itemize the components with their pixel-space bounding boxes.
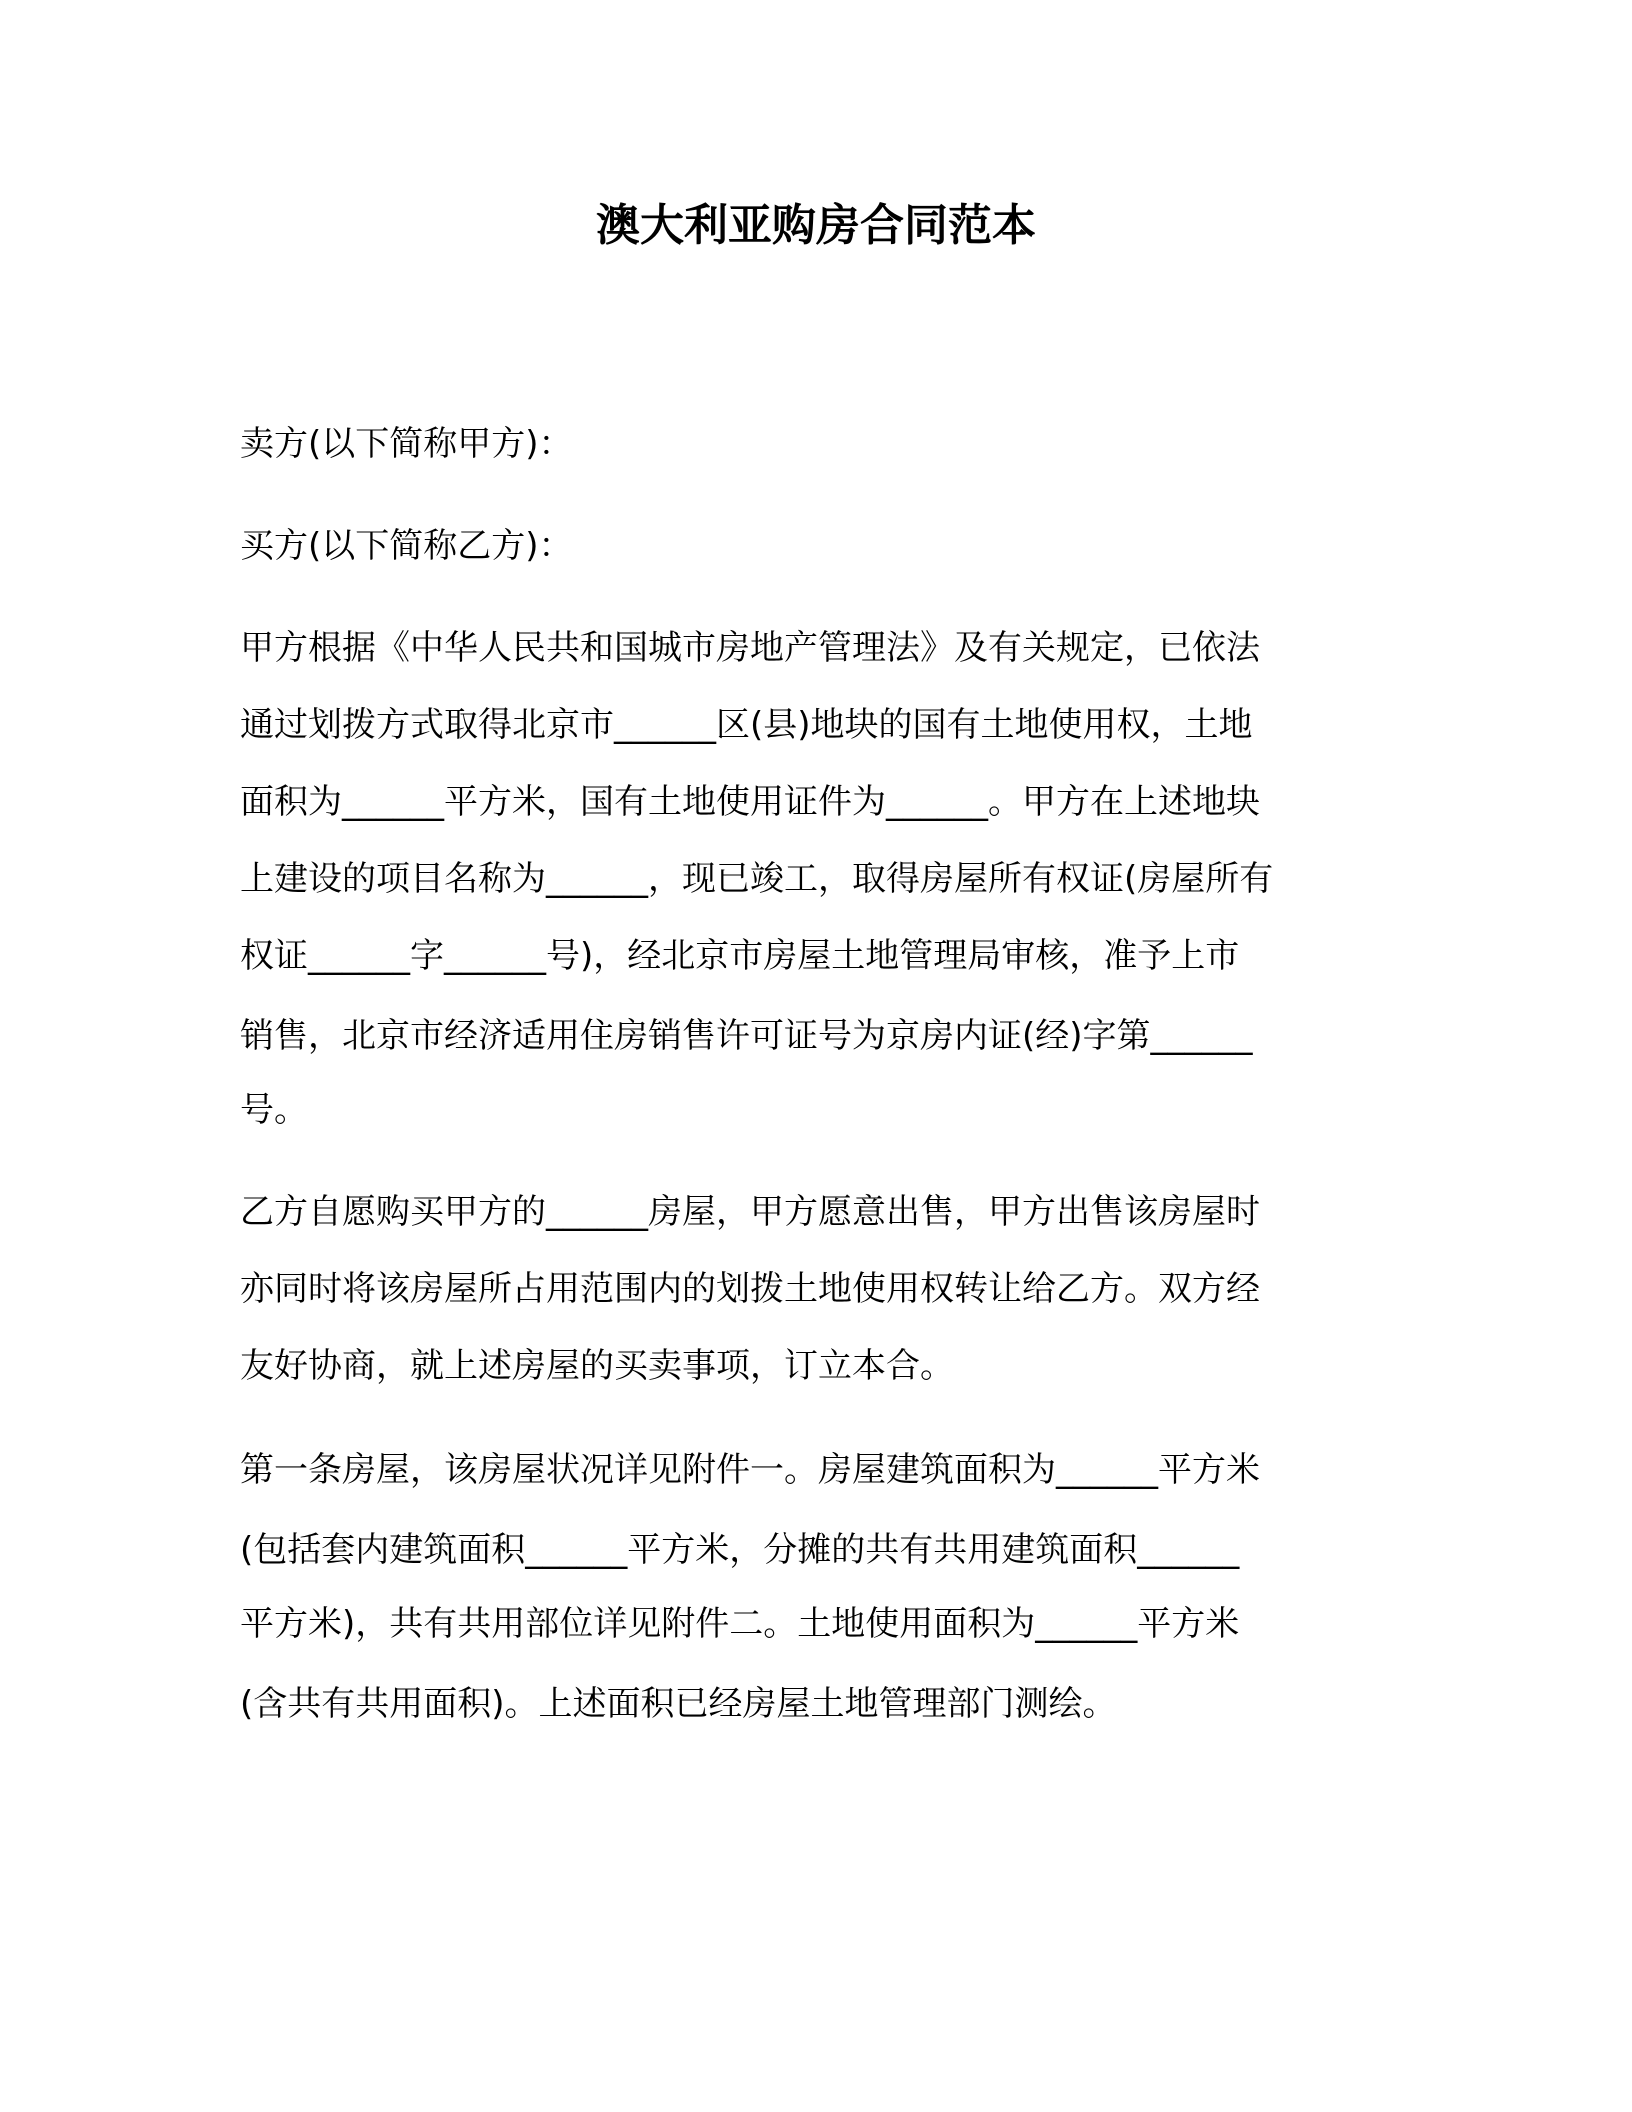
paragraph-line: (包括套内建筑面积______平方米，分摊的共有共用建筑面积______ bbox=[240, 1530, 1240, 1570]
paragraph-line: 面积为______平方米，国有土地使用证件为______。甲方在上述地块 bbox=[240, 782, 1260, 822]
paragraph-line: 平方米)，共有共用部位详见附件二。土地使用面积为______平方米 bbox=[240, 1604, 1240, 1644]
seller-line: 卖方(以下简称甲方)： bbox=[240, 424, 573, 464]
paragraph-article-one bbox=[240, 1450, 1400, 1724]
paragraph-line: 通过划拨方式取得北京市______区(县)地块的国有土地使用权，土地 bbox=[240, 705, 1253, 745]
paragraph-line: 上建设的项目名称为______，现已竣工，取得房屋所有权证(房屋所有 bbox=[240, 859, 1274, 899]
document-title: 澳大利亚购房合同范本 bbox=[596, 200, 1036, 251]
paragraph-line: 友好协商，就上述房屋的买卖事项，订立本合。 bbox=[240, 1346, 954, 1386]
paragraph-line: (含共有共用面积)。上述面积已经房屋土地管理部门测绘。 bbox=[240, 1684, 1117, 1724]
paragraph-line: 权证______字______号)，经北京市房屋土地管理局审核，准予上市 bbox=[240, 936, 1240, 976]
paragraph-land-use bbox=[240, 628, 1400, 1130]
paragraph-line: 甲方根据《中华人民共和国城市房地产管理法》及有关规定，已依法 bbox=[240, 628, 1260, 668]
paragraph-line: 第一条房屋，该房屋状况详见附件一。房屋建筑面积为______平方米 bbox=[240, 1450, 1260, 1490]
paragraph-purchase-intent bbox=[240, 1192, 1400, 1386]
paragraph-line: 乙方自愿购买甲方的______房屋，甲方愿意出售，甲方出售该房屋时 bbox=[240, 1192, 1260, 1232]
buyer-line: 买方(以下简称乙方)： bbox=[240, 526, 573, 566]
paragraph-line: 亦同时将该房屋所占用范围内的划拨土地使用权转让给乙方。双方经 bbox=[240, 1269, 1260, 1309]
paragraph-line: 销售，北京市经济适用住房销售许可证号为京房内证(经)字第______ bbox=[240, 1016, 1253, 1056]
paragraph-line: 号。 bbox=[240, 1090, 308, 1130]
